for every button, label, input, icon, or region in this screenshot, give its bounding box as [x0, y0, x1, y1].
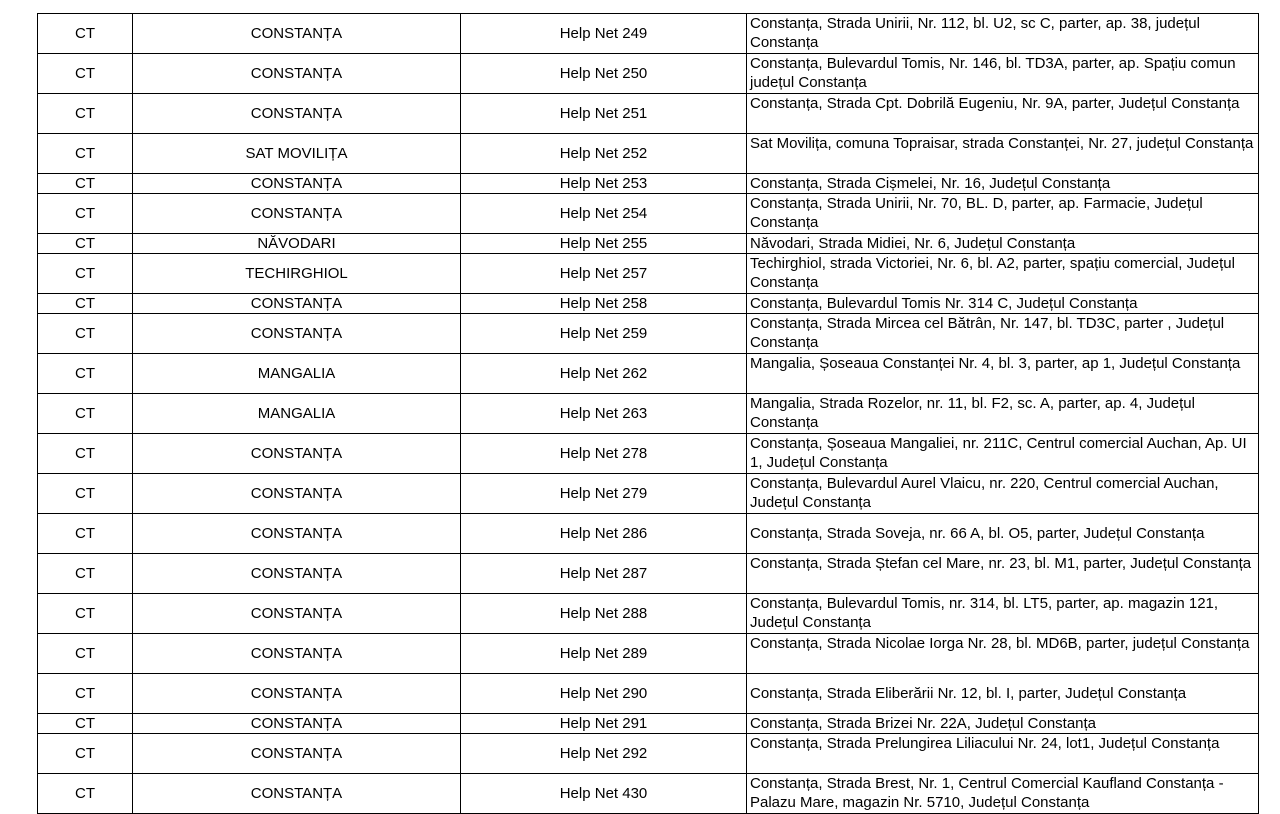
name-cell: Help Net 251: [461, 94, 747, 134]
name-cell: Help Net 249: [461, 14, 747, 54]
name-cell: Help Net 279: [461, 474, 747, 514]
address-cell: Constanța, Șoseaua Mangaliei, nr. 211C, Centrul comercial Auchan, Ap. UI 1, Județul Constanța: [747, 434, 1259, 474]
city-cell: CONSTANȚA: [133, 94, 461, 134]
city-cell: TECHIRGHIOL: [133, 254, 461, 294]
address-cell: Constanța, Strada Unirii, Nr. 70, BL. D, parter, ap. Farmacie, Județul Constanța: [747, 194, 1259, 234]
table-row: [38, 194, 1259, 234]
county-cell: CT: [38, 314, 133, 354]
county-cell: CT: [38, 734, 133, 774]
address-cell: Sat Movilița, comuna Topraisar, strada Constanței, Nr. 27, județul Constanța: [747, 134, 1259, 174]
table-row: [38, 674, 1259, 714]
table-row: [38, 394, 1259, 434]
table-row: [38, 14, 1259, 54]
city-cell: CONSTANȚA: [133, 434, 461, 474]
address-cell: Constanța, Strada Brizei Nr. 22A, Județul Constanța: [747, 714, 1259, 734]
address-cell: Mangalia, Strada Rozelor, nr. 11, bl. F2, sc. A, parter, ap. 4, Județul Constanța: [747, 394, 1259, 434]
city-cell: MANGALIA: [133, 394, 461, 434]
table-row: [38, 734, 1259, 774]
name-cell: Help Net 257: [461, 254, 747, 294]
name-cell: Help Net 288: [461, 594, 747, 634]
name-cell: Help Net 252: [461, 134, 747, 174]
table-row: [38, 474, 1259, 514]
name-cell: Help Net 430: [461, 774, 747, 814]
county-cell: CT: [38, 674, 133, 714]
county-cell: CT: [38, 434, 133, 474]
county-cell: CT: [38, 514, 133, 554]
city-cell: SAT MOVILIȚA: [133, 134, 461, 174]
name-cell: Help Net 262: [461, 354, 747, 394]
name-cell: Help Net 290: [461, 674, 747, 714]
city-cell: CONSTANȚA: [133, 774, 461, 814]
county-cell: CT: [38, 94, 133, 134]
address-cell: Constanța, Bulevardul Tomis, Nr. 146, bl. TD3A, parter, ap. Spațiu comun județul Constanța: [747, 54, 1259, 94]
name-cell: Help Net 287: [461, 554, 747, 594]
table-row: [38, 254, 1259, 294]
city-cell: CONSTANȚA: [133, 734, 461, 774]
table-row: [38, 314, 1259, 354]
city-cell: CONSTANȚA: [133, 174, 461, 194]
city-cell: MANGALIA: [133, 354, 461, 394]
address-cell: Constanța, Strada Unirii, Nr. 112, bl. U2, sc C, parter, ap. 38, județul Constanța: [747, 14, 1259, 54]
table-row: [38, 54, 1259, 94]
name-cell: Help Net 253: [461, 174, 747, 194]
name-cell: Help Net 286: [461, 514, 747, 554]
table-row: [38, 514, 1259, 554]
county-cell: CT: [38, 294, 133, 314]
name-cell: Help Net 258: [461, 294, 747, 314]
table-row: [38, 354, 1259, 394]
county-cell: CT: [38, 54, 133, 94]
address-cell: Constanța, Strada Cpt. Dobrilă Eugeniu, Nr. 9A, parter, Județul Constanța: [747, 94, 1259, 134]
name-cell: Help Net 289: [461, 634, 747, 674]
address-cell: Constanța, Strada Eliberării Nr. 12, bl. I, parter, Județul Constanța: [747, 674, 1259, 714]
address-cell: Constanța, Strada Soveja, nr. 66 A, bl. O5, parter, Județul Constanța: [747, 514, 1259, 554]
address-cell: Constanța, Bulevardul Tomis Nr. 314 C, Județul Constanța: [747, 294, 1259, 314]
city-cell: CONSTANȚA: [133, 554, 461, 594]
county-cell: CT: [38, 134, 133, 174]
address-cell: Constanța, Strada Mircea cel Bătrân, Nr. 147, bl. TD3C, parter , Județul Constanța: [747, 314, 1259, 354]
table-row: [38, 234, 1259, 254]
county-cell: CT: [38, 174, 133, 194]
name-cell: Help Net 254: [461, 194, 747, 234]
city-cell: CONSTANȚA: [133, 634, 461, 674]
county-cell: CT: [38, 554, 133, 594]
table-row: [38, 554, 1259, 594]
city-cell: CONSTANȚA: [133, 714, 461, 734]
table-row: [38, 714, 1259, 734]
county-cell: CT: [38, 634, 133, 674]
table-row: [38, 134, 1259, 174]
county-cell: CT: [38, 254, 133, 294]
address-cell: Năvodari, Strada Midiei, Nr. 6, Județul Constanța: [747, 234, 1259, 254]
city-cell: NĂVODARI: [133, 234, 461, 254]
city-cell: CONSTANȚA: [133, 294, 461, 314]
address-cell: Constanța, Strada Brest, Nr. 1, Centrul Comercial Kaufland Constanța - Palazu Mare, magazin Nr. 5710, Județul Constanța: [747, 774, 1259, 814]
city-cell: CONSTANȚA: [133, 514, 461, 554]
name-cell: Help Net 292: [461, 734, 747, 774]
address-cell: Techirghiol, strada Victoriei, Nr. 6, bl. A2, parter, spațiu comercial, Județul Constanța: [747, 254, 1259, 294]
county-cell: CT: [38, 714, 133, 734]
table-row: [38, 174, 1259, 194]
county-cell: CT: [38, 194, 133, 234]
address-cell: Constanța, Bulevardul Aurel Vlaicu, nr. 220, Centrul comercial Auchan, Județul Constanța: [747, 474, 1259, 514]
table-row: [38, 94, 1259, 134]
county-cell: CT: [38, 14, 133, 54]
name-cell: Help Net 263: [461, 394, 747, 434]
name-cell: Help Net 250: [461, 54, 747, 94]
city-cell: CONSTANȚA: [133, 674, 461, 714]
table-body: [38, 14, 1259, 814]
table-row: [38, 774, 1259, 814]
city-cell: CONSTANȚA: [133, 14, 461, 54]
address-cell: Constanța, Strada Prelungirea Liliacului Nr. 24, lot1, Județul Constanța: [747, 734, 1259, 774]
county-cell: CT: [38, 594, 133, 634]
address-cell: Constanța, Strada Nicolae Iorga Nr. 28, bl. MD6B, parter, județul Constanța: [747, 634, 1259, 674]
county-cell: CT: [38, 474, 133, 514]
pharmacy-table: [37, 13, 1259, 814]
city-cell: CONSTANȚA: [133, 54, 461, 94]
address-cell: Constanța, Strada Cișmelei, Nr. 16, Județul Constanța: [747, 174, 1259, 194]
county-cell: CT: [38, 394, 133, 434]
name-cell: Help Net 259: [461, 314, 747, 354]
name-cell: Help Net 255: [461, 234, 747, 254]
address-cell: Constanța, Bulevardul Tomis, nr. 314, bl. LT5, parter, ap. magazin 121, Județul Constanța: [747, 594, 1259, 634]
county-cell: CT: [38, 354, 133, 394]
county-cell: CT: [38, 234, 133, 254]
name-cell: Help Net 291: [461, 714, 747, 734]
city-cell: CONSTANȚA: [133, 194, 461, 234]
address-cell: Mangalia, Șoseaua Constanței Nr. 4, bl. 3, parter, ap 1, Județul Constanța: [747, 354, 1259, 394]
city-cell: CONSTANȚA: [133, 474, 461, 514]
table-row: [38, 634, 1259, 674]
city-cell: CONSTANȚA: [133, 594, 461, 634]
table-row: [38, 434, 1259, 474]
table-row: [38, 594, 1259, 634]
city-cell: CONSTANȚA: [133, 314, 461, 354]
table-row: [38, 294, 1259, 314]
name-cell: Help Net 278: [461, 434, 747, 474]
county-cell: CT: [38, 774, 133, 814]
address-cell: Constanța, Strada Ștefan cel Mare, nr. 23, bl. M1, parter, Județul Constanța: [747, 554, 1259, 594]
